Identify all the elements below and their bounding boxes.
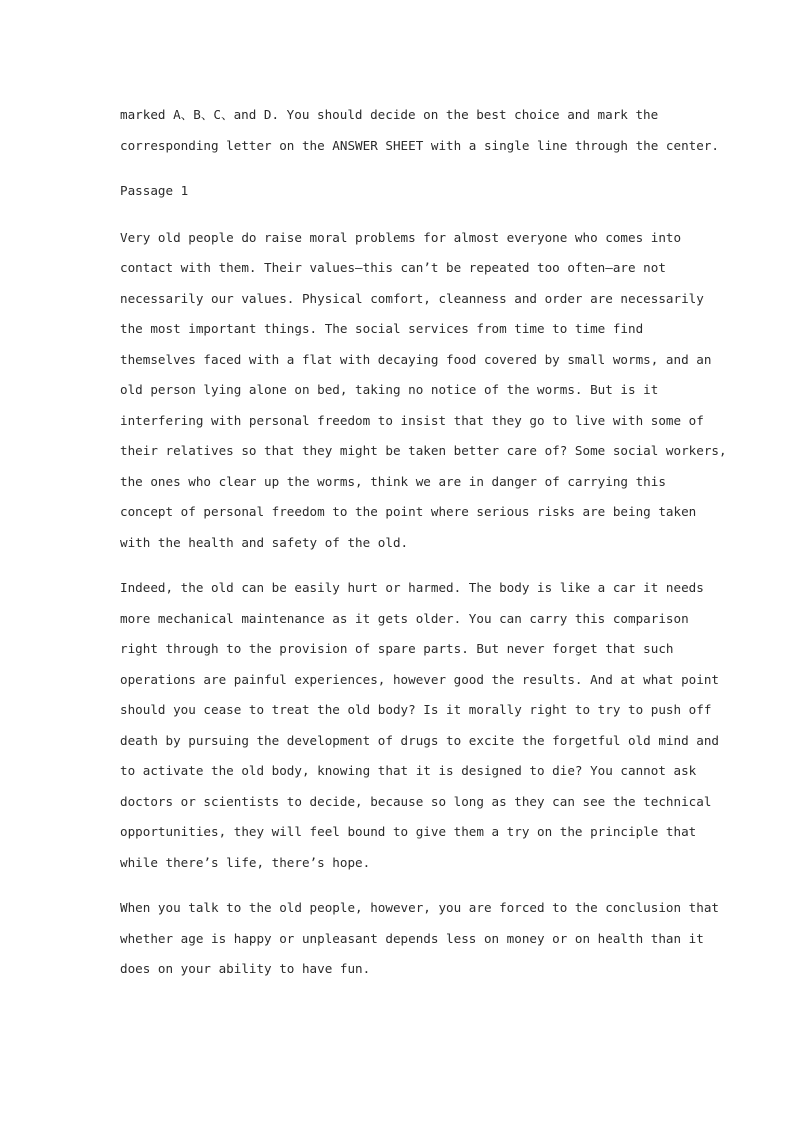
text-line: whether age is happy or unpleasant depends less on money or on health than it	[120, 930, 704, 946]
text-line: themselves faced with a flat with decaying food covered by small worms, and an	[120, 351, 712, 367]
text-line: doctors or scientists to decide, because so long as they can see the technical	[120, 793, 712, 809]
passage-paragraph-3	[120, 893, 719, 985]
text-line: the most important things. The social services from time to time find	[120, 321, 644, 336]
document-page	[120, 100, 727, 1000]
text-line: When you talk to the old people, however, you are forced to the conclusion that	[120, 900, 719, 915]
passage-paragraph-1	[120, 223, 727, 559]
text-line: corresponding letter on the ANSWER SHEET with a single line through the center.	[120, 137, 719, 153]
text-line: operations are painful experiences, however good the results. And at what point	[120, 671, 719, 687]
text-line: concept of personal freedom to the point where serious risks are being taken	[120, 504, 697, 519]
text-line: old person lying alone on bed, taking no notice of the worms. But is it	[120, 382, 659, 397]
text-line: their relatives so that they might be taken better care of? Some social workers,	[120, 443, 727, 458]
passage-paragraph-2	[120, 573, 719, 878]
text-line: while there’s life, there’s hope.	[120, 854, 371, 870]
text-line: death by pursuing the development of drugs to excite the forgetful old mind and	[120, 732, 719, 748]
text-line: does on your ability to have fun.	[120, 961, 371, 976]
text-line: interfering with personal freedom to insist that they go to live with some of	[120, 412, 704, 428]
text-line: Indeed, the old can be easily hurt or harmed. The body is like a car it needs	[120, 580, 704, 595]
text-line: Very old people do raise moral problems for almost everyone who comes into	[120, 229, 682, 245]
text-line: to activate the old body, knowing that it is designed to die? You cannot ask	[120, 763, 697, 778]
text-line: contact with them. Their values—this can’t be repeated too often—are not	[120, 260, 666, 275]
text-line: marked A、B、C、and D. You should decide on the best choice and mark the	[120, 107, 659, 122]
text-line: more mechanical maintenance as it gets older. You can carry this comparison	[120, 610, 689, 626]
text-line: with the health and safety of the old.	[120, 534, 409, 550]
text-line: necessarily our values. Physical comfort, cleanness and order are necessarily	[120, 290, 704, 306]
text-line: opportunities, they will feel bound to give them a try on the principle that	[120, 824, 697, 839]
text-line: right through to the provision of spare parts. But never forget that such	[120, 641, 674, 656]
text-line: the ones who clear up the worms, think we are in danger of carrying this	[120, 473, 666, 489]
passage-title: Passage 1	[120, 183, 189, 198]
text-line: should you cease to treat the old body? Is it morally right to try to push off	[120, 702, 712, 717]
instructions-paragraph	[120, 100, 719, 161]
